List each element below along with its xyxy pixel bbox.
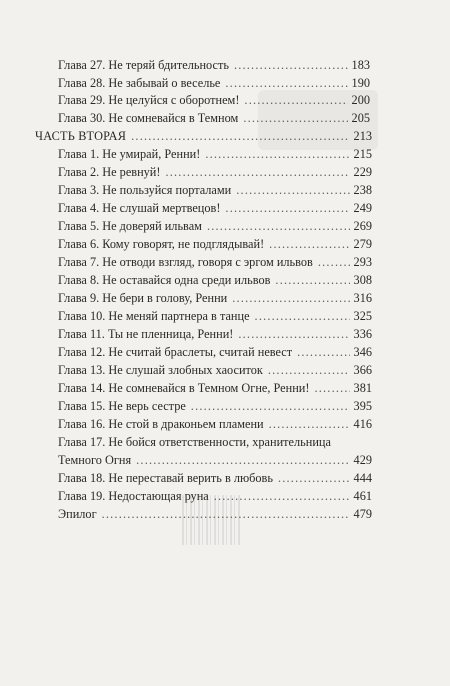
toc-entry-title: Глава 15. Не верь сестре	[58, 399, 186, 413]
dot-leader	[214, 488, 350, 504]
toc-entry	[58, 200, 372, 216]
toc-entry-page: 183	[351, 58, 370, 72]
dot-leader	[232, 290, 349, 306]
toc-entry-title: Глава 3. Не пользуйся порталами	[58, 183, 232, 197]
toc-entry-title: Глава 6. Кому говорят, не подглядывай!	[58, 237, 265, 251]
toc-entry	[58, 290, 372, 306]
toc-entry-page: 238	[353, 183, 372, 197]
toc-entry-title: Глава 28. Не забывай о веселье	[58, 76, 221, 90]
toc-entry	[58, 416, 372, 432]
toc-entry-page: 229	[353, 165, 372, 179]
toc-entry-page: 293	[353, 255, 372, 269]
dot-leader	[278, 470, 350, 486]
dot-leader	[238, 326, 349, 342]
toc-entry	[58, 380, 372, 396]
dot-leader	[268, 362, 350, 378]
toc-entry-title: Глава 9. Не бери в голову, Ренни	[58, 291, 228, 305]
toc-entry	[58, 236, 372, 252]
toc-entry	[58, 326, 372, 342]
toc-entry	[58, 92, 370, 108]
toc-entry	[58, 254, 372, 270]
toc-entry	[58, 272, 372, 288]
toc-entry-page: 249	[353, 201, 372, 215]
toc-entry-page: 190	[351, 76, 370, 90]
toc-entry-title: Глава 27. Не теряй бдительность	[58, 58, 229, 72]
toc-entry-title: Глава 29. Не целуйся с оборотнем!	[58, 93, 240, 107]
dot-leader	[205, 146, 349, 162]
toc-entry	[58, 362, 372, 378]
dot-leader	[255, 308, 350, 324]
toc-entry	[58, 344, 372, 360]
toc-entry-title: Глава 13. Не слушай злобных хаоситок	[58, 363, 263, 377]
dot-leader	[225, 75, 347, 91]
dot-leader	[165, 164, 349, 180]
toc-entry	[58, 110, 370, 126]
toc-entry-page: 215	[353, 147, 372, 161]
toc-entry	[58, 506, 372, 522]
toc-entry-page: 444	[353, 471, 372, 485]
toc-entry-page: 416	[353, 417, 372, 431]
toc-entry-page: 429	[353, 453, 372, 467]
toc-part-title: ЧАСТЬ ВТОРАЯ	[35, 129, 127, 143]
toc-entry-title-continuation: Темного Огня	[58, 453, 132, 467]
toc-entry	[58, 452, 372, 468]
toc-entry	[58, 182, 372, 198]
dot-leader	[314, 380, 349, 396]
toc-entry-page: 395	[353, 399, 372, 413]
dot-leader	[244, 92, 347, 108]
dot-leader	[131, 128, 349, 144]
toc-entry-title: Глава 19. Недостающая руна	[58, 489, 209, 503]
dot-leader	[269, 416, 350, 432]
dot-leader	[225, 200, 349, 216]
toc-entry	[58, 470, 372, 486]
toc-entry-page: 336	[353, 327, 372, 341]
dot-leader	[297, 344, 349, 360]
dot-leader	[243, 110, 347, 126]
toc-entry-page: 279	[353, 237, 372, 251]
toc-entry	[58, 164, 372, 180]
dot-leader	[275, 272, 349, 288]
toc-entry-title: Глава 18. Не переставай верить в любовь	[58, 471, 273, 485]
dot-leader	[102, 506, 350, 522]
toc-entry-page: 269	[353, 219, 372, 233]
toc-entry-page: 366	[353, 363, 372, 377]
toc-entry-page: 205	[351, 111, 370, 125]
dot-leader	[234, 57, 348, 73]
toc-entry-page: 200	[351, 93, 370, 107]
dot-leader	[191, 398, 350, 414]
toc-entry	[58, 488, 372, 504]
toc-entry-title: Глава 30. Не сомневайся в Темном	[58, 111, 239, 125]
toc-entry-title: Глава 1. Не умирай, Ренни!	[58, 147, 201, 161]
dot-leader	[136, 452, 349, 468]
toc-entry-page: 325	[353, 309, 372, 323]
toc-entry	[58, 146, 372, 162]
toc-entry-page: 308	[353, 273, 372, 287]
toc-entry	[58, 398, 372, 414]
toc-entry-title: Глава 16. Не стой в драконьем пламени	[58, 417, 264, 431]
toc-entry-title: Глава 10. Не меняй партнера в танце	[58, 309, 250, 323]
toc-part-heading	[35, 128, 372, 144]
toc-entry-page: 213	[353, 129, 372, 143]
dot-leader	[269, 236, 349, 252]
toc-entry-title: Глава 12. Не считай браслеты, считай невест	[58, 345, 293, 359]
toc-entry-title: Глава 11. Ты не пленница, Ренни!	[58, 327, 234, 341]
toc-entry-title: Глава 2. Не ревнуй!	[58, 165, 161, 179]
toc-entry-title: Эпилог	[58, 507, 97, 521]
toc-entry-page: 461	[353, 489, 372, 503]
toc-entry-title: Глава 8. Не оставайся одна среди ильвов	[58, 273, 271, 287]
toc-entry	[58, 218, 372, 234]
dot-leader	[318, 254, 350, 270]
toc-entry-page: 479	[353, 507, 372, 521]
toc-entry-title: Глава 7. Не отводи взгляд, говоря с эргом ильвов	[58, 255, 313, 269]
toc-entry	[58, 75, 370, 91]
dot-leader	[207, 218, 350, 234]
toc-entry-page: 316	[353, 291, 372, 305]
toc-entry-page: 381	[353, 381, 372, 395]
toc-entry-title: Глава 4. Не слушай мертвецов!	[58, 201, 221, 215]
toc-entry	[58, 57, 370, 73]
toc-entry-title: Глава 5. Не доверяй ильвам	[58, 219, 202, 233]
dot-leader	[236, 182, 349, 198]
toc-entry-title: Глава 14. Не сомневайся в Темном Огне, Ренни!	[58, 381, 310, 395]
toc-entry-title: Глава 17. Не бойся ответственности, хранительница	[58, 435, 331, 449]
toc-entry	[58, 308, 372, 324]
toc-entry-page: 346	[353, 345, 372, 359]
